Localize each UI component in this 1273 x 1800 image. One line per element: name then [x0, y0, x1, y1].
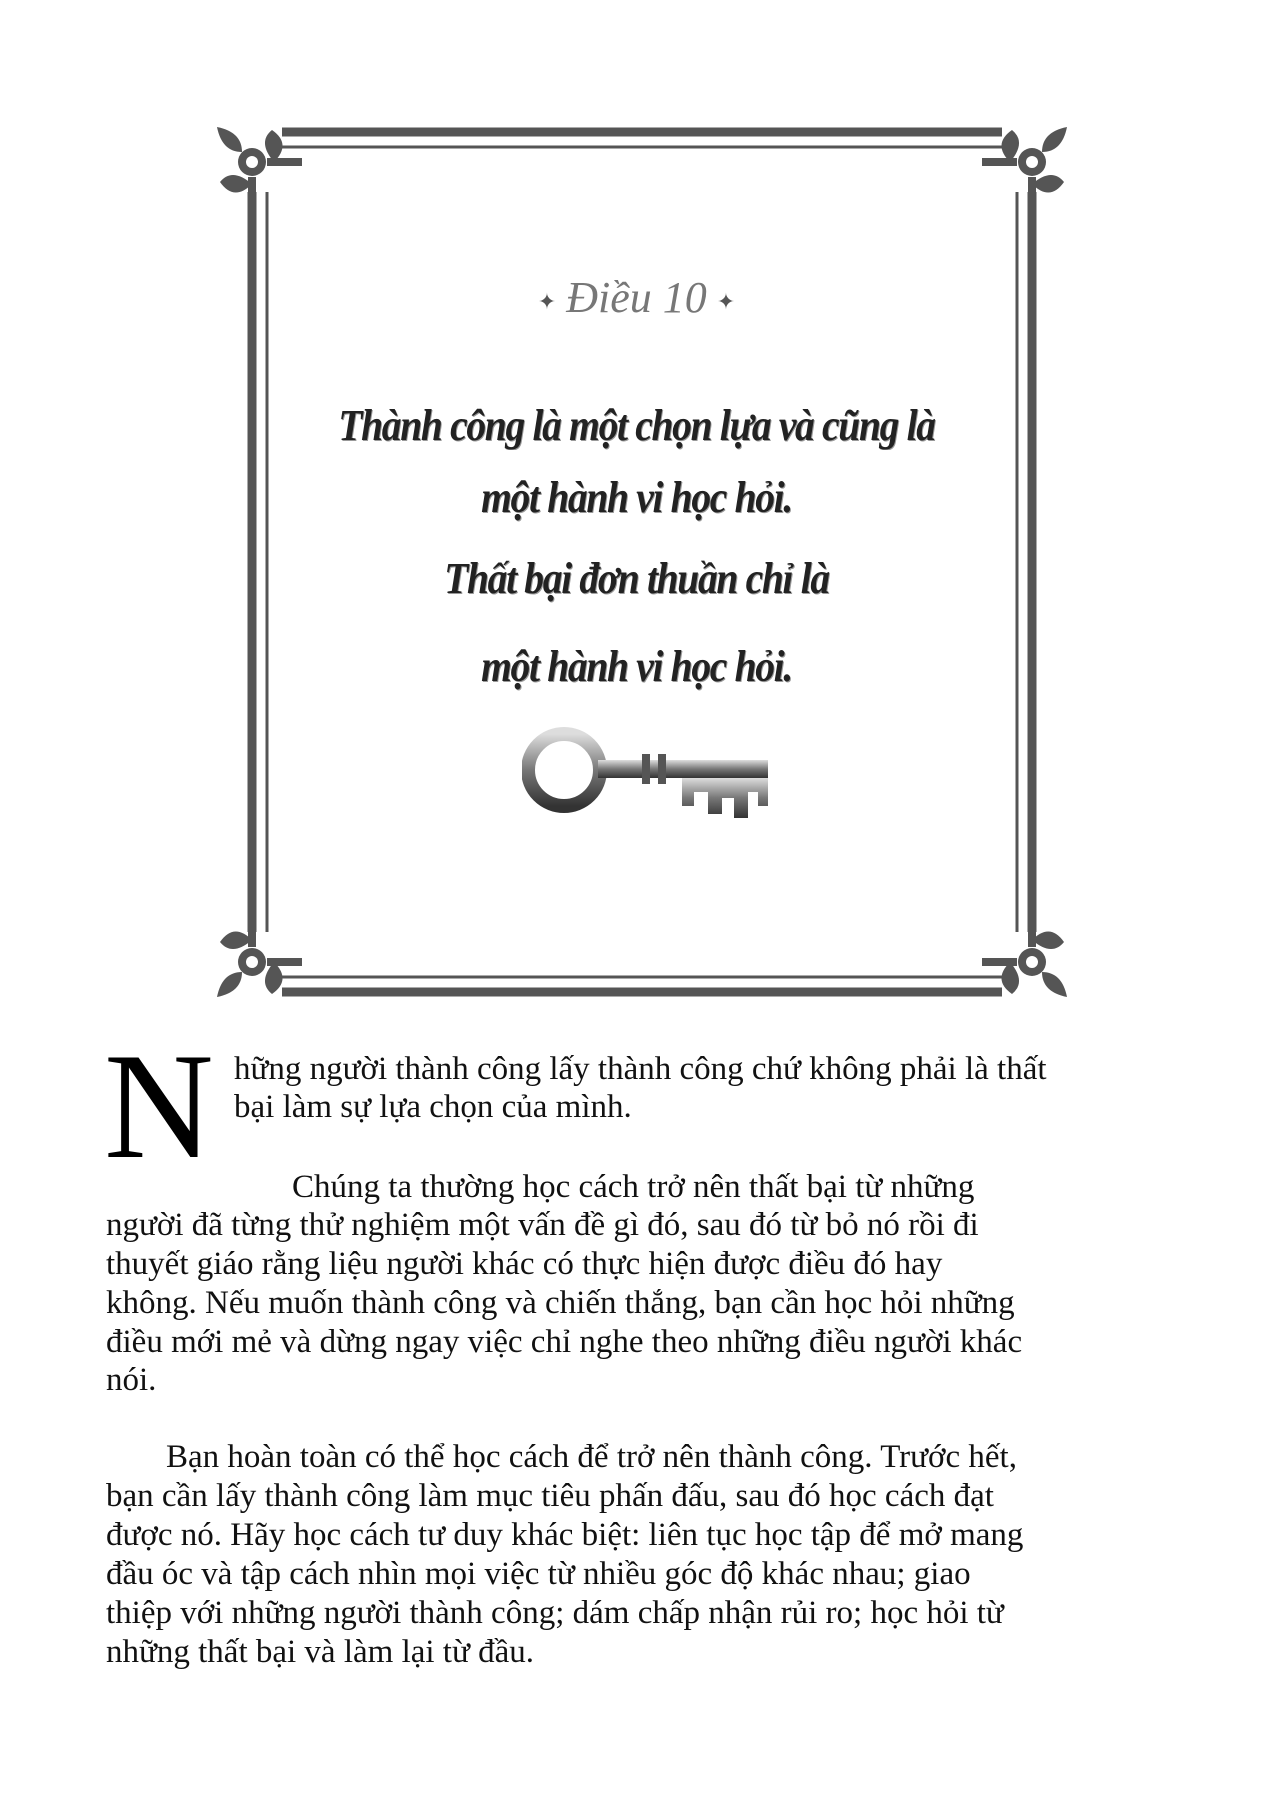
rule-title-text: Điều 10 [566, 273, 707, 322]
paragraph2-line: điều mới mẻ và dừng ngay việc chỉ nghe theo những điều người khác [106, 1324, 1023, 1360]
paragraph2-line: Chúng ta thường học cách trở nên thất bại từ những [292, 1169, 975, 1205]
quote-line: một hành vi học hỏi. [481, 473, 792, 522]
key-icon [522, 726, 774, 830]
diamond-icon: ✦ [716, 288, 736, 314]
paragraph3-line: được nó. Hãy học cách tư duy khác biệt: liên tục học tập để mở mang [106, 1517, 1024, 1553]
paragraph3-line: bạn cần lấy thành công làm mục tiêu phấn đấu, sau đó học cách đạt [106, 1478, 994, 1514]
paragraph3-line: thiệp với những người thành công; dám chấp nhận rủi ro; học hỏi từ [106, 1595, 1004, 1631]
quote-line: một hành vi học hỏi. [481, 642, 792, 691]
paragraph1-line: bại làm sự lựa chọn của mình. [234, 1089, 632, 1125]
paragraph3-line: những thất bại và làm lại từ đầu. [106, 1634, 535, 1670]
drop-cap: N [104, 1022, 214, 1190]
quote-line: Thất bại đơn thuần chỉ là [444, 554, 829, 603]
paragraph2-line: nói. [106, 1362, 157, 1398]
paragraph1-line: hững người thành công lấy thành công chứ không phải là thất [234, 1051, 1047, 1087]
diamond-icon: ✦ [537, 288, 557, 314]
rule-title [0, 272, 1273, 323]
paragraph3-line: Bạn hoàn toàn có thể học cách để trở nên thành công. Trước hết, [166, 1439, 1017, 1475]
paragraph2-line: thuyết giáo rằng liệu người khác có thực hiện được điều đó hay [106, 1246, 943, 1282]
paragraph3-line: đầu óc và tập cách nhìn mọi việc từ nhiều góc độ khác nhau; giao [106, 1556, 971, 1592]
paragraph2-line: không. Nếu muốn thành công và chiến thắng, bạn cần học hỏi những [106, 1285, 1015, 1321]
paragraph2-line: người đã từng thử nghiệm một vấn đề gì đó, sau đó từ bỏ nó rồi đi [106, 1207, 979, 1243]
quote-line: Thành công là một chọn lựa và cũng là [338, 401, 935, 450]
